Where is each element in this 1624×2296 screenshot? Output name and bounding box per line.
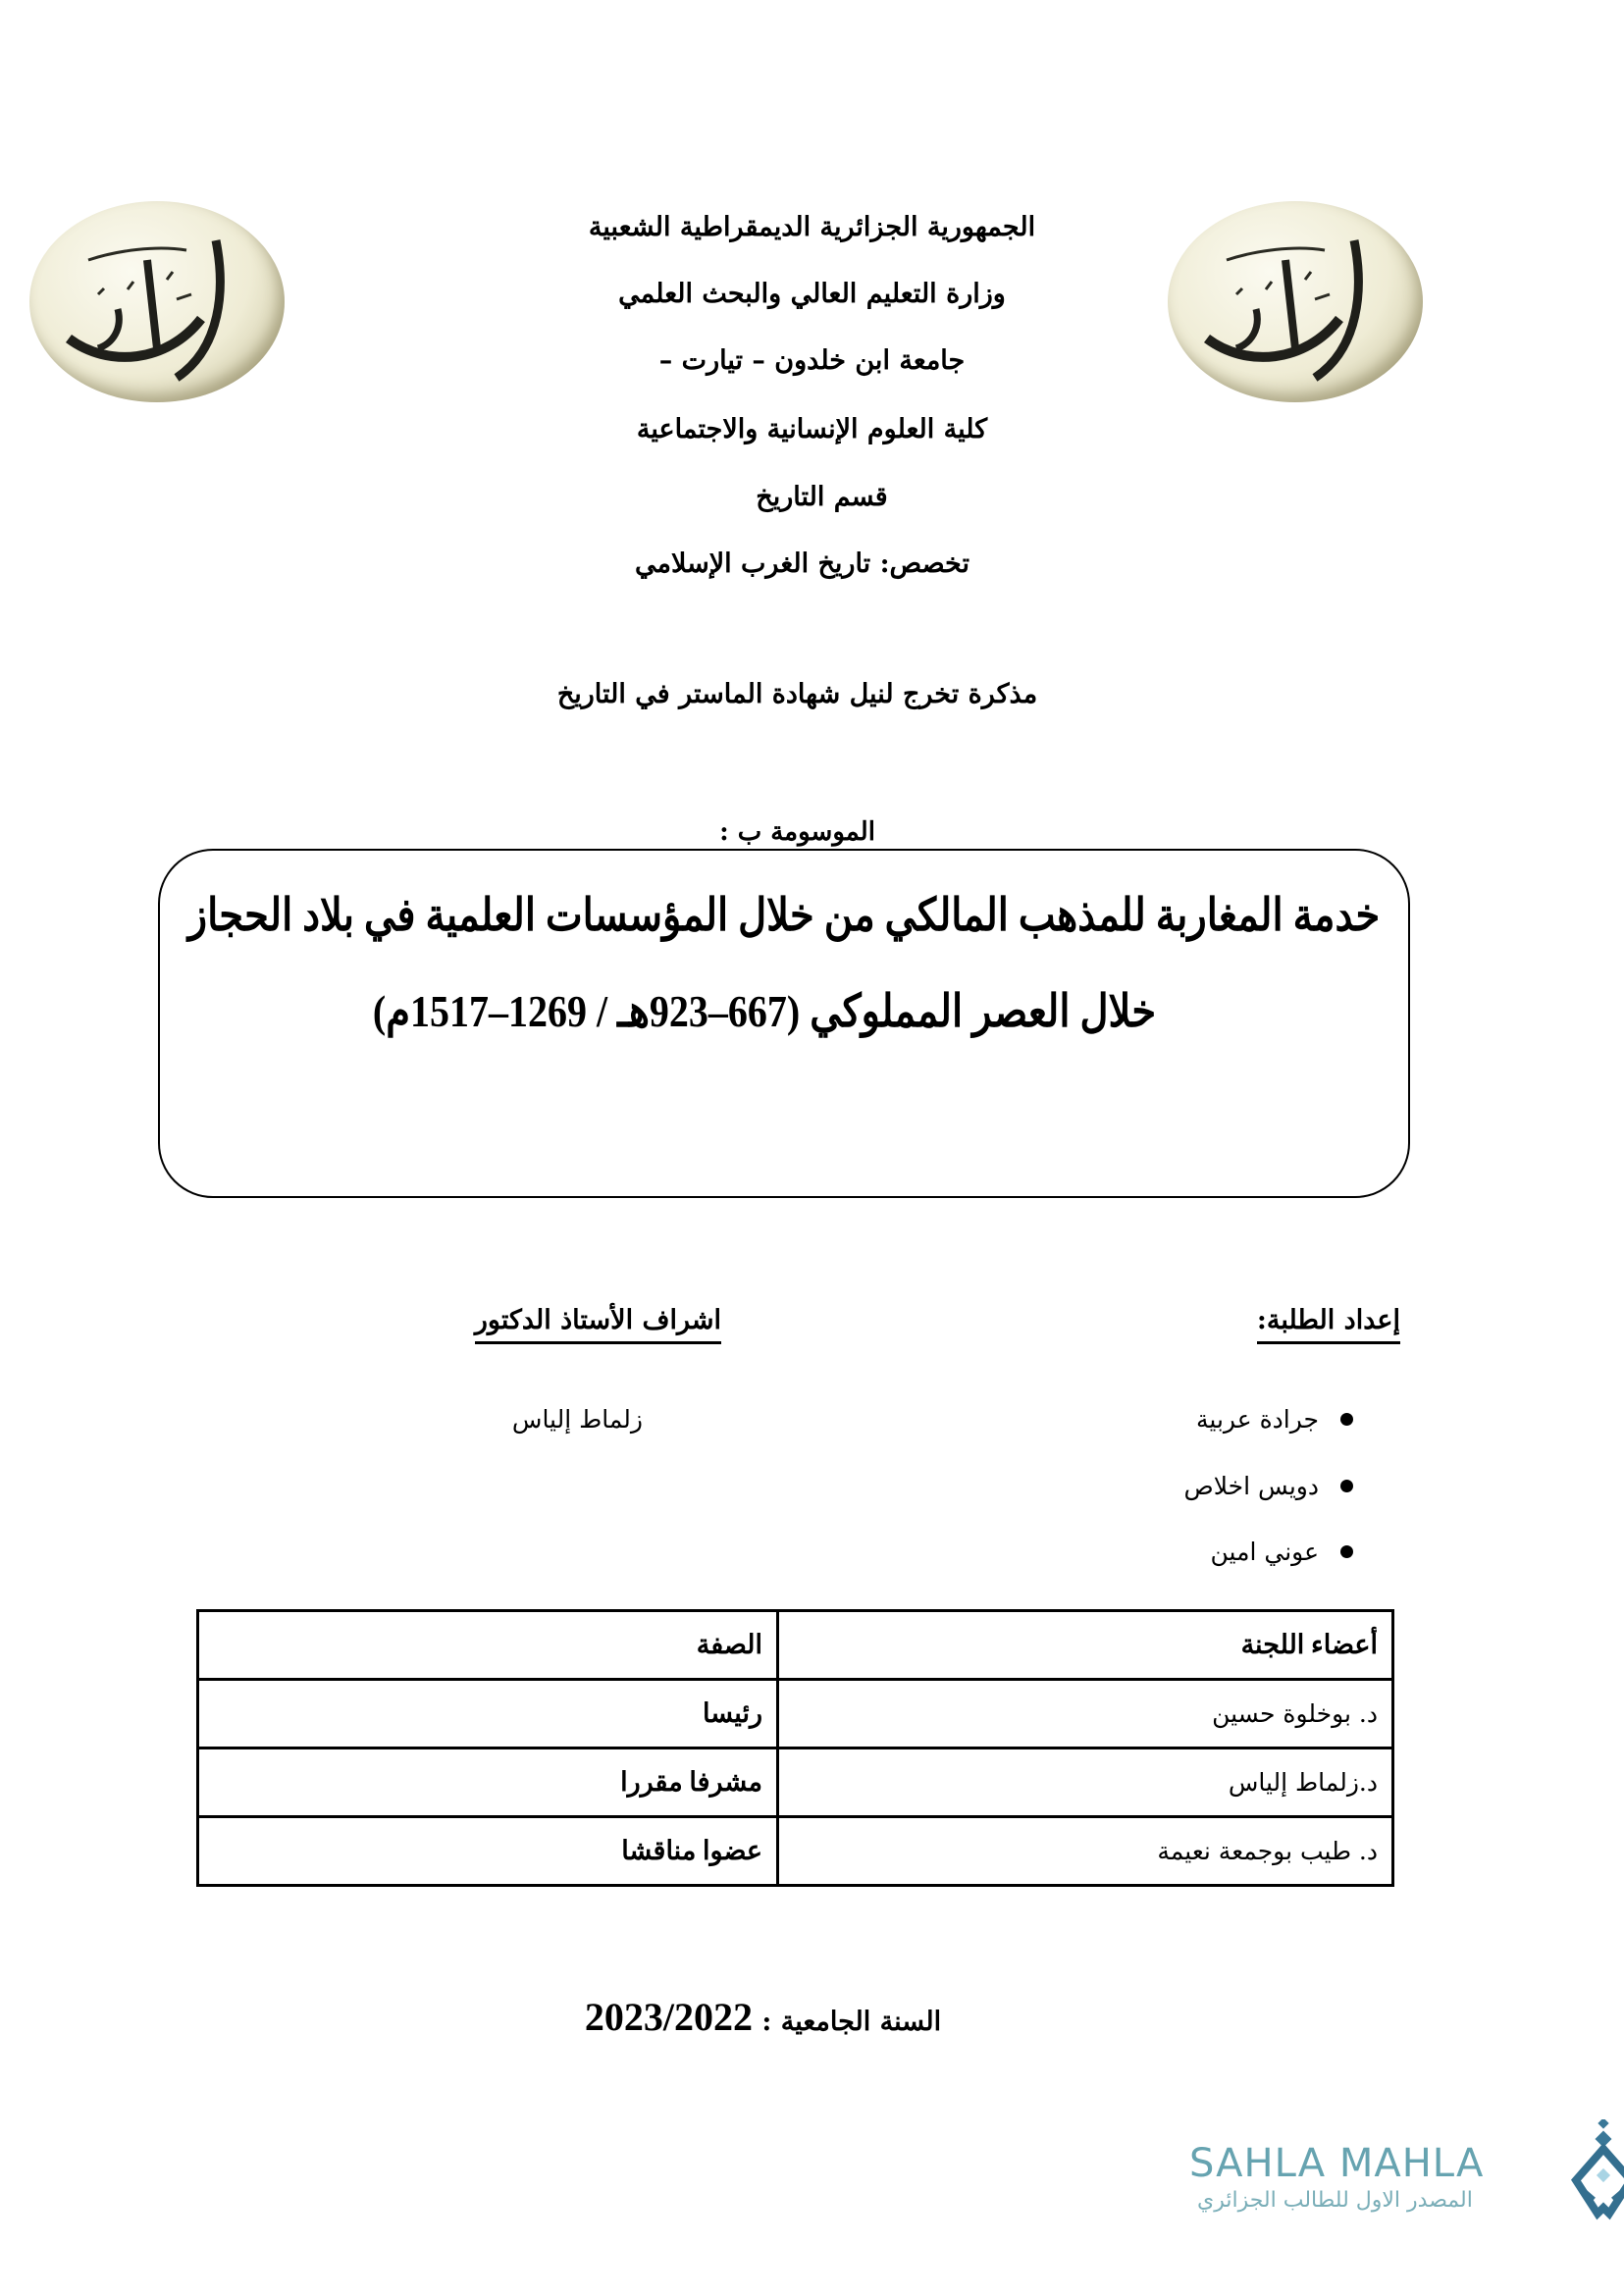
thesis-title-line1: خدمة المغاربة للمذهب المالكي من خلال المؤسسات العلمية في بلاد الحجاز <box>187 889 1381 941</box>
sahla-mahla-watermark <box>1178 2119 1590 2227</box>
member-name: د.زلماط إلياس <box>778 1748 1393 1817</box>
header-role: الصفة <box>198 1611 778 1680</box>
member-name: د. طيب بوجمعة نعيمة <box>778 1817 1393 1886</box>
table-row <box>198 1817 1393 1886</box>
bullet-icon <box>1340 1480 1353 1492</box>
member-role: عضوا مناقشا <box>198 1817 778 1886</box>
titled-label: الموسومة ب : <box>719 817 875 847</box>
student-item <box>1211 1538 1354 1566</box>
member-role: رئيسا <box>198 1680 778 1748</box>
ministry-name: وزارة التعليم العالي والبحث العلمي <box>618 279 1006 309</box>
supervisor-name: زلماط إلياس <box>511 1405 643 1434</box>
thesis-title-box <box>158 849 1410 1198</box>
supervisor-heading: اشراف الأستاذ الدكتور <box>475 1305 721 1344</box>
republic-name: الجمهورية الجزائرية الديمقراطية الشعبية <box>588 212 1036 242</box>
faculty-name: كلية العلوم الإنسانية والاجتماعية <box>636 414 988 444</box>
thesis-title-line2: خلال العصر المملوكي (667–923هـ / 1269–1517م) <box>372 985 1157 1037</box>
department-name: قسم التاريخ <box>756 482 888 512</box>
academic-year <box>0 1994 1575 2040</box>
university-name: جامعة ابن خلدون – تيارت – <box>658 345 966 376</box>
member-name: د. بوخلوة حسين <box>778 1680 1393 1748</box>
student-item <box>1183 1472 1353 1500</box>
watermark-tagline: المصدر الاول للطالب الجزائري <box>1197 2188 1473 2213</box>
watermark-brand: SAHLA MAHLA <box>1189 2141 1485 2186</box>
table-row <box>198 1748 1393 1817</box>
student-name: عوني امين <box>1210 1538 1319 1566</box>
thesis-type: مذكرة تخرج لنيل شهادة الماستر في التاريخ <box>556 679 1038 709</box>
specialization: تخصص: تاريخ الغرب الإسلامي <box>635 548 969 579</box>
bullet-icon <box>1340 1545 1353 1558</box>
student-item <box>1196 1405 1353 1434</box>
student-name: دويس اخلاص <box>1183 1472 1319 1500</box>
table-row <box>198 1680 1393 1748</box>
header-member: أعضاء اللجنة <box>778 1611 1393 1680</box>
prepared-by-heading: إعداد الطلبة: <box>1257 1305 1400 1344</box>
table-header-row <box>198 1611 1393 1680</box>
sahla-mahla-logo-icon <box>1570 2119 1624 2227</box>
bullet-icon <box>1340 1413 1353 1426</box>
student-name: جرادة عربية <box>1196 1405 1319 1434</box>
committee-table <box>196 1609 1394 1887</box>
academic-year-value: 2023/2022 <box>584 1995 753 2039</box>
member-role: مشرفا مقررا <box>198 1748 778 1817</box>
academic-year-label: السنة الجامعية : <box>761 2007 942 2037</box>
